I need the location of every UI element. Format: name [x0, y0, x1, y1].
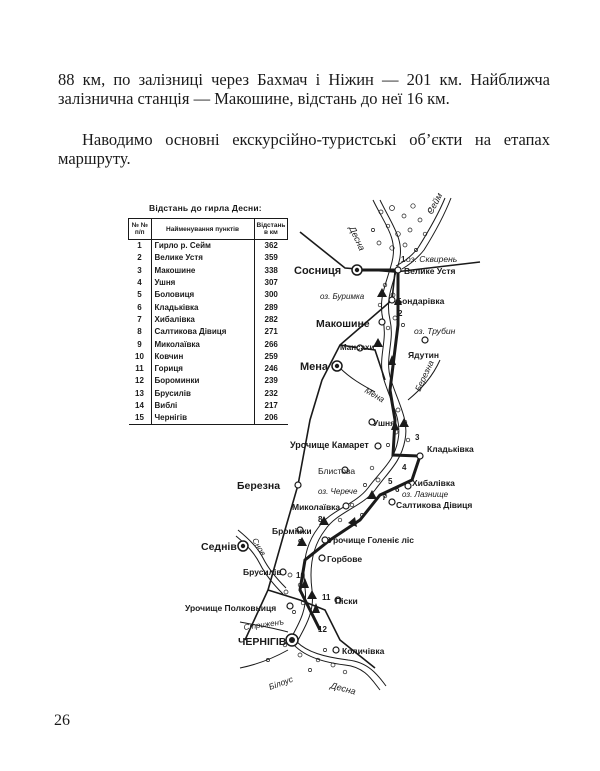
label-bondarivka: Бондарівка: [396, 296, 445, 306]
row-distance: 289: [264, 302, 278, 312]
label-sosnytsia: Сосниця: [294, 265, 342, 277]
row-number: 11: [129, 363, 152, 375]
row-distance: 232: [264, 388, 278, 398]
label-horbove: Горбове: [327, 554, 363, 564]
label-mena: Мена: [300, 361, 329, 373]
paragraph-route-distance: 88 км, по залізниці через Бахмач і Ніжин — 201 км. Найближча залізнична станція — Макошине, відстань до неї 16 км.: [58, 70, 550, 108]
row-distance: 282: [264, 314, 278, 324]
row-distance: 362: [264, 241, 278, 251]
row-number: 5: [129, 289, 152, 301]
label-blystova: Блистова: [318, 466, 356, 476]
row-place: Кладьківка: [151, 301, 254, 313]
row-place: Миколаївка: [151, 338, 254, 350]
row-distance: 266: [264, 339, 278, 349]
label-khybalivka: Хибалівка: [412, 478, 455, 488]
header-name: Найменування пунктів: [151, 219, 254, 240]
row-distance: 259: [264, 351, 278, 361]
row-number: 1: [129, 240, 152, 253]
row-place: Гориця: [151, 363, 254, 375]
label-mansakhi: Мансахи: [340, 343, 375, 352]
route-number-7: 7: [382, 493, 387, 502]
row-place: Боловиця: [151, 289, 254, 301]
header-distance: Відстань в км: [254, 219, 288, 240]
row-place: Гирло р. Сейм: [151, 240, 254, 253]
label-skvyren: оз. Сквирень: [406, 254, 458, 264]
label-berezna-river: Березна: [412, 358, 436, 393]
row-distance: 338: [264, 265, 278, 275]
label-kladkivka: Кладьківка: [427, 444, 474, 454]
label-snov: Снов: [250, 536, 268, 558]
river-bilous: [240, 650, 288, 668]
row-distance: 300: [264, 290, 278, 300]
label-brusyliv: Брусилів: [243, 567, 282, 577]
row-place: Чернігів: [151, 412, 254, 425]
route-number-12: 12: [318, 625, 327, 634]
row-number: 8: [129, 326, 152, 338]
label-polkovnytsia: Урочище Полковниця: [185, 603, 277, 613]
page-number: 26: [54, 712, 70, 729]
row-distance: 307: [264, 278, 278, 288]
label-saltykova: Салтикова Дівиця: [396, 500, 473, 510]
row-number: 3: [129, 265, 152, 277]
row-number: 9: [129, 338, 152, 350]
row-place: Хибалівка: [151, 314, 254, 326]
route-number-8: 8: [318, 515, 323, 524]
route-number-4: 4: [402, 463, 407, 472]
label-laznyshche: оз. Лазнище: [402, 490, 449, 499]
label-holenie: Урочище Голеніє ліс: [328, 535, 414, 545]
route-number-10: 10: [296, 571, 305, 580]
distance-table-title: Відстань до гирла Десни:: [149, 203, 262, 213]
row-distance: 359: [264, 253, 278, 263]
row-distance: 271: [264, 327, 278, 337]
route-number-1: 1: [401, 255, 406, 264]
route-number-5: 5: [388, 477, 393, 486]
row-number: 6: [129, 301, 152, 313]
route-number-11: 11: [322, 593, 331, 602]
row-number: 4: [129, 277, 152, 289]
label-berezna: Березна: [237, 480, 281, 492]
row-number: 10: [129, 351, 152, 363]
label-kolychivka: Количівка: [342, 646, 385, 656]
label-stryzhen: Стриженъ: [243, 617, 285, 632]
row-place: Ушня: [151, 277, 254, 289]
row-place: Ковчин: [151, 351, 254, 363]
label-chernechi: оз. Черечe: [318, 487, 358, 496]
label-borominky: Бромінки: [272, 526, 312, 536]
label-velyke-ustia: Велике Устя: [404, 266, 456, 276]
label-desna-bottom: Десна: [329, 680, 357, 697]
route-number-6: 6: [395, 485, 400, 494]
label-mena-river: Мена: [363, 385, 387, 405]
label-chernihiv: ЧЕРНІГІВ: [238, 636, 287, 648]
label-makoshyne: Макошине: [316, 318, 370, 330]
row-place: Брусилів: [151, 388, 254, 400]
label-sedniv: Седнів: [201, 541, 237, 553]
row-distance: 239: [264, 376, 278, 386]
label-trubyn: оз. Трубин: [414, 326, 456, 336]
row-distance: 206: [264, 413, 278, 423]
label-iadutyn: Ядутин: [408, 350, 439, 360]
label-mykolaivka: Миколаївка: [292, 502, 341, 512]
row-number: 2: [129, 252, 152, 264]
row-place: Виблі: [151, 400, 254, 412]
label-bilous: Білоус: [267, 673, 295, 692]
label-burymka: оз. Буримка: [320, 292, 365, 301]
row-number: 7: [129, 314, 152, 326]
paragraph-excursion-intro: Наводимо основні екскурсійно-туристські об’єкти на етапах маршруту.: [58, 130, 550, 168]
label-seim: Сейм: [424, 191, 445, 216]
row-number: 15: [129, 412, 152, 425]
label-kamarety: Урочище Камарет: [290, 440, 369, 450]
route-number-3: 3: [415, 433, 420, 442]
row-number: 14: [129, 400, 152, 412]
route-number-2: 2: [398, 309, 403, 318]
row-number: 12: [129, 375, 152, 387]
row-place: Велике Устя: [151, 252, 254, 264]
row-place: Макошине: [151, 265, 254, 277]
label-pisky: Піски: [335, 596, 358, 606]
row-place: Бороминки: [151, 375, 254, 387]
route-number-9: 9: [298, 538, 303, 547]
row-place: Салтикова Дівиця: [151, 326, 254, 338]
header-number: № № п/п: [129, 219, 152, 240]
row-distance: 246: [264, 364, 278, 374]
row-distance: 217: [264, 401, 278, 410]
label-ushnia: Ушня: [373, 418, 396, 428]
river-snov: [236, 530, 286, 594]
label-desna-top: Десна: [347, 224, 368, 253]
row-number: 13: [129, 388, 152, 400]
